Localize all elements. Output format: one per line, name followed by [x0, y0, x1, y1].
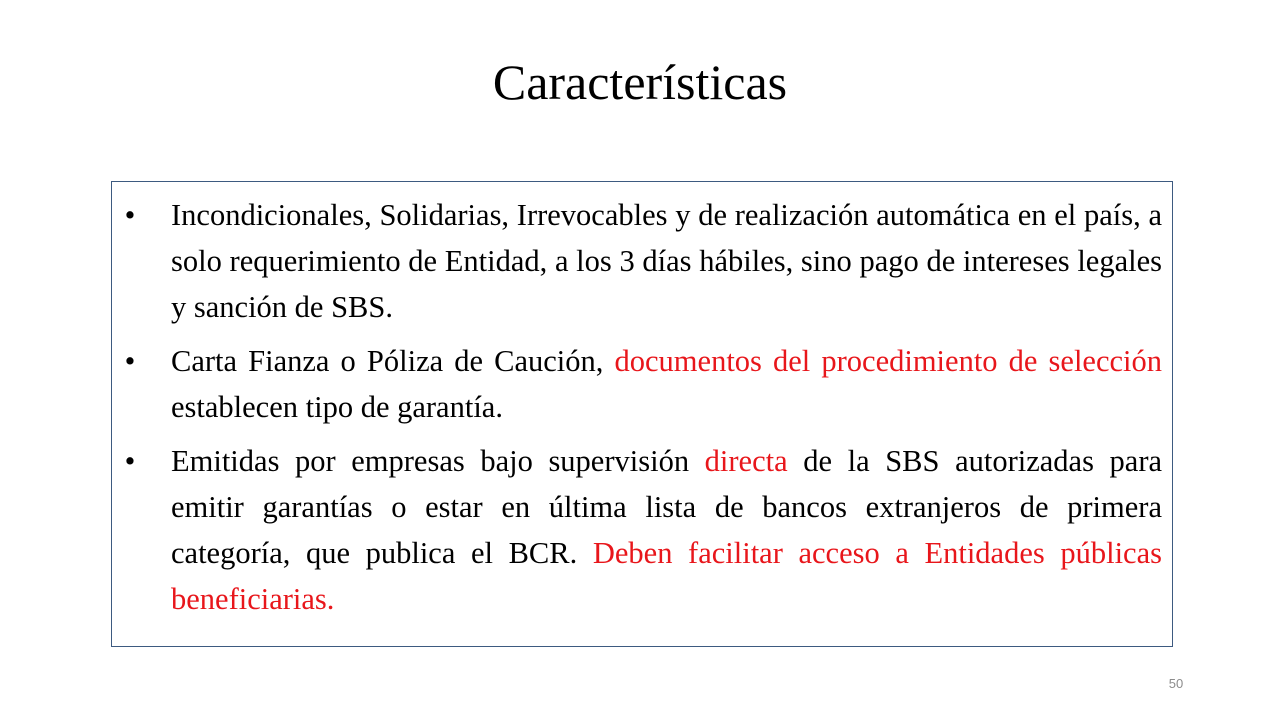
bullet-list	[112, 192, 1172, 630]
slide-title: Características	[492, 54, 788, 110]
content-box	[111, 181, 1173, 647]
bullet-text-segment: Incondicionales, Solidarias, Irrevocables y de realización automática en el país, a solo requerimiento de Entidad, a los 3 días hábiles, sino pago de intereses legales y sanción de SBS.	[171, 198, 1162, 324]
bullet-item	[112, 438, 1172, 622]
page-number: 50	[1168, 676, 1184, 691]
bullet-text-segment: de la SBS autorizadas para emitir garantías o estar en última lista de bancos extranjeros de primera categoría, que publica el BCR.	[171, 444, 1163, 570]
bullet-dot-icon: •	[124, 344, 136, 378]
bullet-highlight-segment: directa	[704, 444, 788, 478]
bullet-highlight-segment: Deben facilitar acceso a Entidades públicas beneficiarias.	[171, 536, 1162, 616]
bullet-item	[112, 338, 1172, 430]
bullet-highlight-segment: documentos del procedimiento de selección	[614, 344, 1162, 378]
bullet-dot-icon: •	[124, 444, 136, 478]
bullet-text-segment: Emitidas por empresas bajo supervisión	[171, 444, 705, 478]
bullet-item	[112, 192, 1172, 330]
bullet-dot-icon: •	[124, 198, 136, 232]
bullet-text-segment: Carta Fianza o Póliza de Caución,	[171, 344, 615, 378]
bullet-text-segment: establecen tipo de garantía.	[171, 390, 503, 424]
